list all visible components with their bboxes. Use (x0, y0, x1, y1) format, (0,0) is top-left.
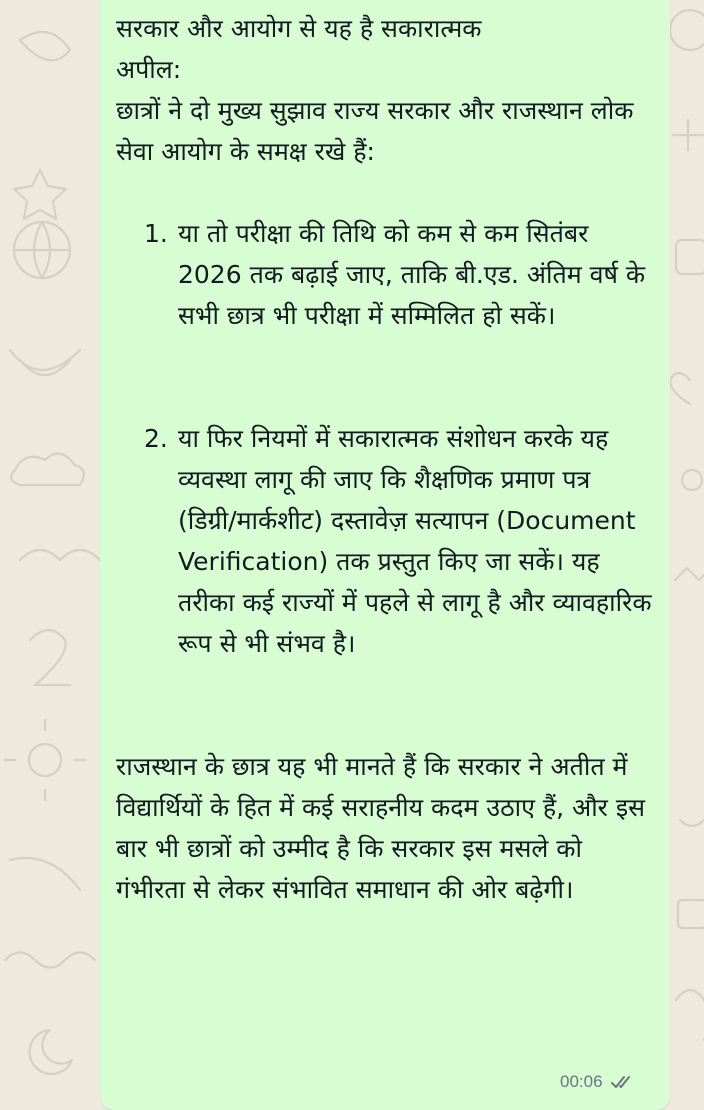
double-check-icon (611, 1075, 633, 1089)
dot-doodle (682, 470, 702, 490)
list-item-2 (144, 418, 656, 664)
smiley-doodle (670, 10, 704, 50)
scribble-doodle (676, 990, 704, 1040)
spacer (116, 172, 656, 213)
message-meta (560, 1072, 633, 1092)
spacer (116, 664, 656, 746)
number-doodle (30, 630, 70, 685)
list-number: 1. (144, 219, 168, 248)
message-intro: छात्रों ने दो मुख्य सुझाव राज्य सरकार और राजस्थान लोक सेवा आयोग के समक्ष रखे हैं: (116, 96, 634, 166)
gift-doodle (678, 900, 704, 928)
message-closing: राजस्थान के छात्र यह भी मानते हैं कि सरकार ने अतीत में विद्यार्थियों के हित में कई सराहनीय कदम उठाए हैं, और इस बार भी छात्रों को उम्मीद है कि सरकार इस मसले को गंभीरता से लेकर संभावित समाधान की ओर बढ़ेगी। (116, 752, 645, 904)
list-item-text: या फिर नियमों में सकारात्मक संशोधन करके यह व्यवस्था लागू की जाए कि शैक्षणिक प्रमाण पत्र (डिग्री/मार्कशीट) दस्तावेज़ सत्यापन (Document Verification) तक प्रस्तुत किए जा सकें। यह तरीका कई राज्यों में पहले से लागू है और व्यावहारिक रूप से भी संभव है। (178, 424, 652, 658)
message-time: 00:06 (560, 1072, 603, 1091)
leaf-doodle (20, 32, 70, 60)
list-number: 2. (144, 424, 168, 453)
sparkle-doodle (673, 120, 703, 150)
pot-doodle (10, 350, 80, 375)
flower-petals-doodle (5, 720, 85, 800)
star-doodle (14, 170, 66, 219)
chili-doodle (10, 858, 80, 890)
list-item-text: या तो परीक्षा की तिथि को कम से कम सितंबर 2026 तक बढ़ाई जाए, ताकि बी.एड. अंतिम वर्ष के सभी छात्र भी परीक्षा में सम्मिलित हो सकें। (178, 219, 646, 330)
list-item-1 (144, 213, 656, 336)
bird-doodle (20, 550, 100, 560)
moon-doodle (30, 1030, 72, 1074)
wave-doodle (5, 953, 95, 968)
spacer (116, 336, 656, 418)
heart-doodle (670, 373, 690, 404)
calendar-doodle (676, 240, 704, 274)
message-heading-line2: अपील: (116, 55, 182, 84)
flower-doodle (29, 744, 61, 776)
message-text (116, 8, 656, 910)
face-doodle (680, 820, 704, 826)
cloud-doodle (11, 454, 84, 485)
message-heading-line1: सरकार और आयोग से यह है सकारात्मक (116, 14, 482, 43)
zigzag-doodle (675, 568, 704, 580)
